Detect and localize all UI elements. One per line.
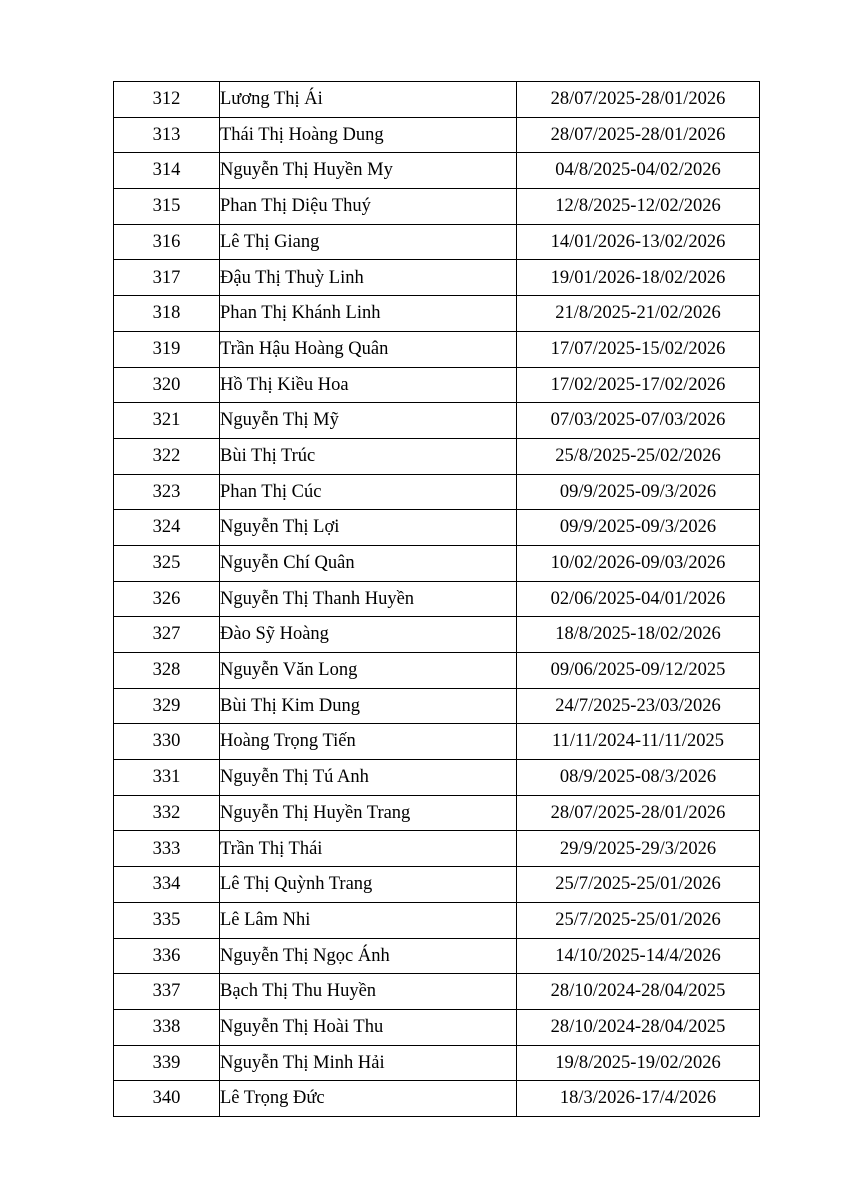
table-row	[114, 724, 760, 760]
row-number-cell: 318	[114, 296, 220, 332]
person-name-cell: Lê Trọng Đức	[220, 1081, 517, 1117]
date-range-cell: 14/10/2025-14/4/2026	[517, 938, 760, 974]
table-row	[114, 474, 760, 510]
row-number-cell: 320	[114, 367, 220, 403]
row-number-cell: 331	[114, 760, 220, 796]
date-range-cell: 12/8/2025-12/02/2026	[517, 189, 760, 225]
person-name-cell: Thái Thị Hoàng Dung	[220, 117, 517, 153]
person-name-cell: Phan Thị Cúc	[220, 474, 517, 510]
date-range-cell: 25/8/2025-25/02/2026	[517, 438, 760, 474]
table-row	[114, 938, 760, 974]
table-row	[114, 367, 760, 403]
table-row	[114, 902, 760, 938]
row-number-cell: 327	[114, 617, 220, 653]
row-number-cell: 312	[114, 82, 220, 118]
date-range-cell: 25/7/2025-25/01/2026	[517, 867, 760, 903]
date-range-cell: 28/10/2024-28/04/2025	[517, 1009, 760, 1045]
row-number-cell: 334	[114, 867, 220, 903]
table-row	[114, 1009, 760, 1045]
date-range-cell: 08/9/2025-08/3/2026	[517, 760, 760, 796]
row-number-cell: 340	[114, 1081, 220, 1117]
date-range-cell: 07/03/2025-07/03/2026	[517, 403, 760, 439]
row-number-cell: 316	[114, 224, 220, 260]
person-name-cell: Lê Thị Quỳnh Trang	[220, 867, 517, 903]
table-row	[114, 438, 760, 474]
date-range-cell: 11/11/2024-11/11/2025	[517, 724, 760, 760]
date-range-cell: 18/3/2026-17/4/2026	[517, 1081, 760, 1117]
date-range-cell: 02/06/2025-04/01/2026	[517, 581, 760, 617]
table-row	[114, 1081, 760, 1117]
date-range-cell: 09/06/2025-09/12/2025	[517, 653, 760, 689]
table-row	[114, 296, 760, 332]
date-range-cell: 17/02/2025-17/02/2026	[517, 367, 760, 403]
person-name-cell: Hồ Thị Kiều Hoa	[220, 367, 517, 403]
person-name-cell: Hoàng Trọng Tiến	[220, 724, 517, 760]
table-row	[114, 1045, 760, 1081]
date-range-cell: 28/10/2024-28/04/2025	[517, 974, 760, 1010]
row-number-cell: 330	[114, 724, 220, 760]
person-name-cell: Nguyễn Thị Mỹ	[220, 403, 517, 439]
date-range-cell: 19/8/2025-19/02/2026	[517, 1045, 760, 1081]
person-name-cell: Trần Thị Thái	[220, 831, 517, 867]
person-name-cell: Lương Thị Ái	[220, 82, 517, 118]
person-name-cell: Đào Sỹ Hoàng	[220, 617, 517, 653]
row-number-cell: 325	[114, 545, 220, 581]
date-range-cell: 18/8/2025-18/02/2026	[517, 617, 760, 653]
person-name-cell: Nguyễn Thị Huyền My	[220, 153, 517, 189]
table-row	[114, 545, 760, 581]
person-name-cell: Nguyễn Chí Quân	[220, 545, 517, 581]
person-name-cell: Nguyễn Thị Minh Hải	[220, 1045, 517, 1081]
date-range-cell: 28/07/2025-28/01/2026	[517, 82, 760, 118]
date-range-cell: 10/02/2026-09/03/2026	[517, 545, 760, 581]
row-number-cell: 333	[114, 831, 220, 867]
row-number-cell: 336	[114, 938, 220, 974]
person-name-cell: Đậu Thị Thuỳ Linh	[220, 260, 517, 296]
row-number-cell: 315	[114, 189, 220, 225]
row-number-cell: 321	[114, 403, 220, 439]
person-name-cell: Phan Thị Diệu Thuý	[220, 189, 517, 225]
register-table	[113, 81, 760, 1117]
row-number-cell: 339	[114, 1045, 220, 1081]
table-row	[114, 189, 760, 225]
table-row	[114, 117, 760, 153]
person-name-cell: Nguyễn Văn Long	[220, 653, 517, 689]
row-number-cell: 317	[114, 260, 220, 296]
row-number-cell: 337	[114, 974, 220, 1010]
row-number-cell: 322	[114, 438, 220, 474]
date-range-cell: 09/9/2025-09/3/2026	[517, 474, 760, 510]
table-row	[114, 974, 760, 1010]
person-name-cell: Lê Lâm Nhi	[220, 902, 517, 938]
table-row	[114, 153, 760, 189]
date-range-cell: 28/07/2025-28/01/2026	[517, 117, 760, 153]
person-name-cell: Trần Hậu Hoàng Quân	[220, 331, 517, 367]
person-name-cell: Nguyễn Thị Ngọc Ánh	[220, 938, 517, 974]
person-name-cell: Nguyễn Thị Lợi	[220, 510, 517, 546]
date-range-cell: 17/07/2025-15/02/2026	[517, 331, 760, 367]
row-number-cell: 319	[114, 331, 220, 367]
row-number-cell: 326	[114, 581, 220, 617]
date-range-cell: 28/07/2025-28/01/2026	[517, 795, 760, 831]
date-range-cell: 25/7/2025-25/01/2026	[517, 902, 760, 938]
person-name-cell: Phan Thị Khánh Linh	[220, 296, 517, 332]
register-table-body	[114, 82, 760, 1117]
row-number-cell: 329	[114, 688, 220, 724]
table-row	[114, 617, 760, 653]
date-range-cell: 04/8/2025-04/02/2026	[517, 153, 760, 189]
person-name-cell: Lê Thị Giang	[220, 224, 517, 260]
date-range-cell: 29/9/2025-29/3/2026	[517, 831, 760, 867]
date-range-cell: 21/8/2025-21/02/2026	[517, 296, 760, 332]
row-number-cell: 323	[114, 474, 220, 510]
row-number-cell: 328	[114, 653, 220, 689]
table-row	[114, 260, 760, 296]
table-row	[114, 510, 760, 546]
row-number-cell: 313	[114, 117, 220, 153]
row-number-cell: 335	[114, 902, 220, 938]
person-name-cell: Nguyễn Thị Hoài Thu	[220, 1009, 517, 1045]
row-number-cell: 332	[114, 795, 220, 831]
table-row	[114, 581, 760, 617]
person-name-cell: Bùi Thị Trúc	[220, 438, 517, 474]
date-range-cell: 14/01/2026-13/02/2026	[517, 224, 760, 260]
date-range-cell: 09/9/2025-09/3/2026	[517, 510, 760, 546]
person-name-cell: Nguyễn Thị Huyền Trang	[220, 795, 517, 831]
table-row	[114, 224, 760, 260]
table-row	[114, 760, 760, 796]
person-name-cell: Bạch Thị Thu Huyền	[220, 974, 517, 1010]
table-row	[114, 82, 760, 118]
row-number-cell: 314	[114, 153, 220, 189]
table-row	[114, 831, 760, 867]
row-number-cell: 338	[114, 1009, 220, 1045]
table-row	[114, 688, 760, 724]
person-name-cell: Bùi Thị Kim Dung	[220, 688, 517, 724]
date-range-cell: 24/7/2025-23/03/2026	[517, 688, 760, 724]
person-name-cell: Nguyễn Thị Thanh Huyền	[220, 581, 517, 617]
table-row	[114, 653, 760, 689]
date-range-cell: 19/01/2026-18/02/2026	[517, 260, 760, 296]
table-row	[114, 795, 760, 831]
table-row	[114, 867, 760, 903]
table-row	[114, 403, 760, 439]
table-row	[114, 331, 760, 367]
row-number-cell: 324	[114, 510, 220, 546]
person-name-cell: Nguyễn Thị Tú Anh	[220, 760, 517, 796]
